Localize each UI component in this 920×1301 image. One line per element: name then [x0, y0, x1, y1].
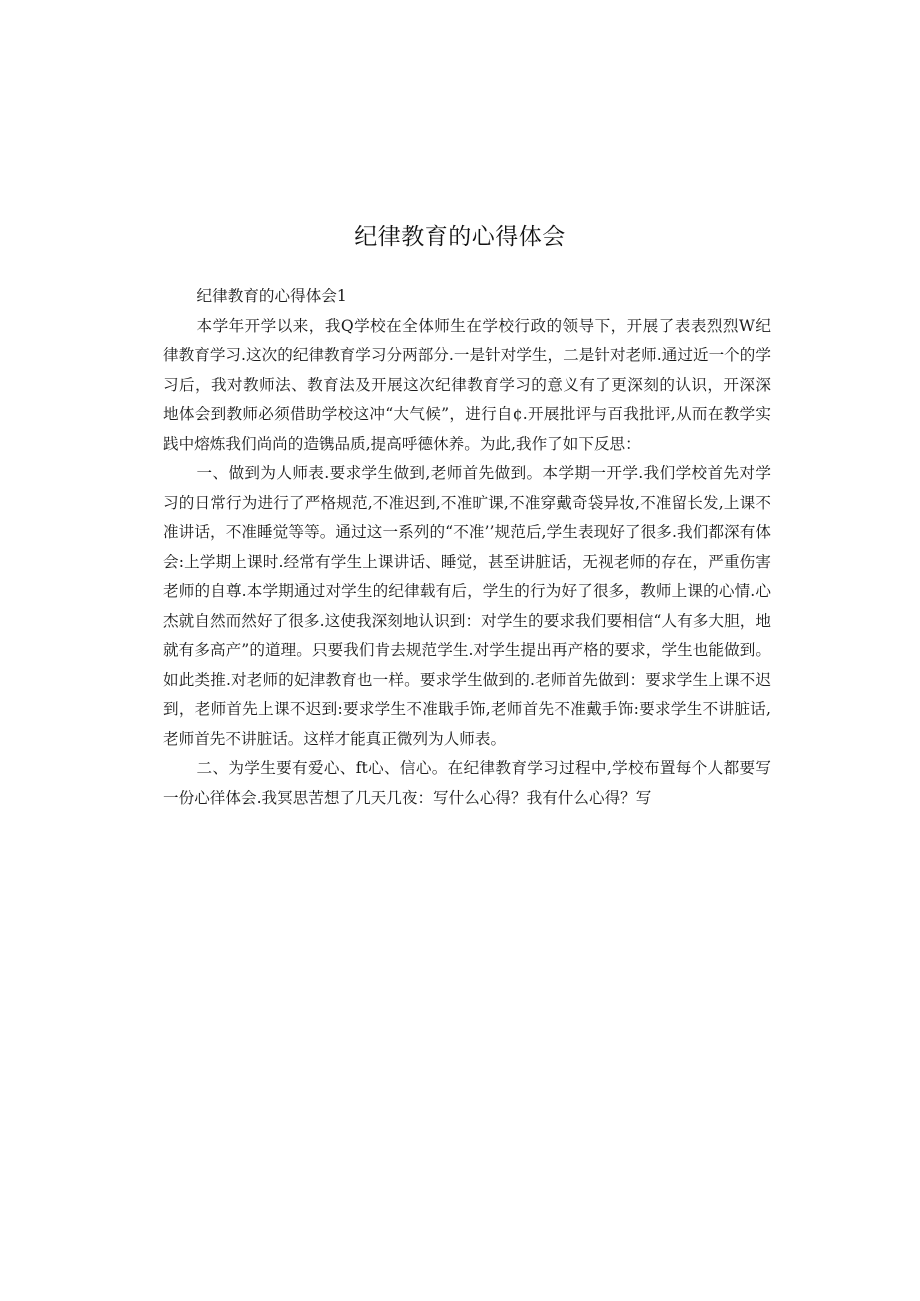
paragraph-point-one: 一、做到为人师表.要求学生做到,老师首先做到。本学期一开学.我们学校首先对学习的日常行为进行了严格规范,不准迟到,不准旷课,不准穿戴奇袋异妆,不准留长发,上课不准讲话，不准睡觉等等。通过这一系列的“不准’’规范后,学生表现好了很多.我们都深有体会:上学期上课时.经常有学生上课讲话、睡觉，甚至讲脏话，无视老师的存在，严重伤害老师的自尊.本学期通过对学生的纪律载有后，学生的行为好了很多，教师上课的心情.心杰就自然而然好了很多.这使我深刻地认识到：对学生的要求我们要相信“人有多大胆，地就有多高产”的道理。只要我们肯去规范学生.对学生提出再产格的要求，学生也能做到。如此类推.对老师的妃津教育也一样。要求学生做到的.老师首先做到：要求学生上课不迟到，老师首先上课不迟到:要求学生不准戢手饰,老师首先不准戴手饰:要求学生不讲脏话,老师首先不讲脏话。这样才能真正微列为人师表。: [163, 464, 771, 748]
document-body: [163, 282, 771, 813]
paragraph-point-two: 二、为学生要有爱心、ft心、信心。在纪律教育学习过程中,学校布置每个人都要写一份心徉体会.我冥思苦想了几天几夜：写什么心得？我有什么心得？写: [163, 759, 771, 807]
section-subheading: 纪律教育的心得体会1: [196, 287, 347, 305]
paragraph-intro: 本学年开学以来，我Q学校在全体师生在学校行政的领导下，开展了表表烈烈W纪律教育学习.这次的纪律教育学习分两部分.一是针对学生，二是针对老师.通过近一个的学习后，我对教师法、教育法及开展这次纪律教育学习的意义有了更深刻的认识，开深深地体会到教师必须借助学校这冲“大气候”，进行自¢.开展批评与百我批评,从而在教学实践中熔炼我们尚尚的造镌品质,提高呼德休养。为此,我作了如下反思：: [163, 316, 771, 453]
document-title: 纪律教育的心得体会: [354, 224, 566, 250]
